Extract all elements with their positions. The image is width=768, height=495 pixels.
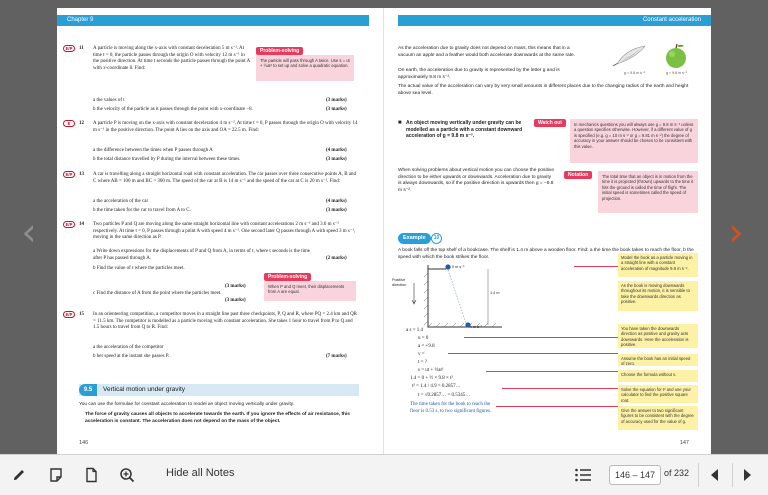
annotation-connector — [574, 266, 618, 267]
annotation-connector — [448, 353, 618, 354]
question-part: b the time taken for the car to travel from A to C. — [93, 208, 191, 213]
body-text: As the acceleration due to gravity does not depend on mass, this means that in a vacuum an apple and a feather would both accelerate downwards at the same rate. — [398, 46, 576, 58]
right-page — [384, 8, 711, 454]
page-number: 146 — [79, 440, 89, 446]
working-line: t = √0.2857… = 0.5345… — [418, 393, 471, 398]
question-part: c Find the distance of A from the point where the particles meet. — [93, 291, 222, 296]
marks-label: (7 marks) — [326, 354, 347, 359]
working-line: s = ut + ½at² — [418, 368, 444, 373]
note-icon[interactable] — [45, 464, 67, 486]
bullet-icon: ■ — [398, 120, 402, 126]
chapter-header: Constant acceleration — [398, 15, 711, 26]
question-number: 12 — [79, 121, 84, 126]
pencil-icon[interactable] — [8, 464, 30, 486]
annotation-box: Solve the equation for t² and use your calculator to find the positive square root. — [618, 385, 698, 403]
question-part: b the velocity of the particle as it passes through the point with x-coordinate −8. — [93, 107, 253, 112]
exam-problem-badge: E/P — [63, 45, 75, 52]
problem-solving-tag: Problem-solving — [256, 47, 303, 55]
page-icon[interactable] — [80, 464, 102, 486]
zoom-in-icon[interactable] — [116, 464, 138, 486]
previous-page-arrow-icon[interactable]: ‹ — [21, 210, 37, 254]
marks-label: (4 marks) — [326, 148, 347, 153]
notation-text: The total time that an object is in motion from the time it is projected (thrown) upwards to the time it hits the ground is called the time of flight. The initial speed is sometimes called the speed of projection. — [598, 171, 698, 213]
question-part: b the total distance travelled by P during the interval between these times. — [93, 157, 241, 162]
question-number: 13 — [79, 172, 84, 177]
page-number: 147 — [679, 440, 689, 446]
example-number: 10 — [431, 233, 442, 244]
marks-label: (2 marks) — [326, 256, 347, 261]
chapter-header: Chapter 9 — [57, 15, 369, 26]
g-label: g = 9.8 m s⁻² — [624, 71, 645, 75]
exam-badge: E — [63, 120, 75, 127]
annotation-box: As the book is moving downwards throughout its motion, it is sensible to take the downwards direction as positive. — [618, 281, 698, 311]
example-label: Example — [398, 233, 431, 244]
g-label: g = 9.8 m s⁻² — [666, 71, 687, 75]
question-part: a Write down expressions for the displacements of P and Q from A, in terms of t, where t seconds is the time after P has passed through A. — [93, 249, 310, 261]
working-conclusion: The time taken for the book to reach the floor is 0.53 s, to two significant figures. — [410, 402, 492, 414]
working-line: u = 0 — [418, 336, 429, 341]
working-line: 1.4 = 0 + ½ × 9.8 × t² — [410, 376, 453, 381]
marks-label: (3 marks) — [326, 157, 347, 162]
marks-label: (3 marks) — [326, 107, 347, 112]
question-text: A particle is moving along the x-axis with constant deceleration 5 m s⁻². At time t = 0, the particle passes through the origin O with velocity 12 m s⁻¹ in the positive direction. At time t seconds the particle passes through the point A with x-coordinate 8. Find: — [93, 46, 250, 71]
working-line: a = +9.8 — [418, 344, 435, 349]
marks-label: (4 marks) — [326, 199, 347, 204]
diagram-label: v m s⁻¹ — [470, 325, 483, 329]
question-part: a the acceleration of the car — [93, 199, 149, 204]
bottom-toolbar — [0, 454, 768, 495]
watch-out-tag: Watch out — [534, 119, 566, 127]
example-text: A book falls off the top shelf of a bookcase. The shelf is 1.4 m above a wooden floor. Find: a the time the book takes to reach the floor, b the speed with which the book strikes the floor. — [398, 248, 694, 260]
annotation-connector — [496, 406, 618, 407]
section-number: 9.5 — [79, 384, 97, 396]
bookcase-diagram — [406, 263, 506, 333]
diagram-label: Positive direction — [392, 278, 407, 287]
hide-all-notes-button[interactable]: Hide all Notes — [166, 467, 235, 479]
question-text: A particle P is moving on the x-axis with constant deceleration 4 m s⁻². At time t = 0, P passes through the origin O with velocity 14 m s⁻¹ in the positive direction. The point A lies on the axis and OA = 22.5 m. Find: — [93, 121, 358, 133]
body-text: On earth, the acceleration due to gravity is represented by the letter g and is approximately 9.8 m s⁻². — [398, 68, 560, 80]
apple-illustration — [662, 42, 690, 70]
working-line: v = — [418, 352, 425, 357]
annotation-connector — [464, 337, 618, 338]
toolbar-divider — [732, 463, 733, 487]
section-intro: You can use the formulae for constant acceleration to model an object moving vertically under gravity. — [79, 402, 295, 407]
exam-problem-badge: E/P — [63, 311, 75, 318]
question-part: a the difference between the times when P passes through A — [93, 148, 213, 153]
section-title: Vertical motion under gravity — [103, 386, 186, 393]
toolbar-divider — [698, 463, 699, 487]
diagram-label: 1.4 m — [490, 291, 500, 295]
key-point: The force of gravity causes all objects to accelerate towards the earth. If you ignore the effects of air resistance, this acceleration is constant. The acceleration does not depend on the mass of the object. — [85, 412, 350, 424]
question-text: In an orienteering competition, a competitor moves in a straight line past three checkpoints, P, Q and R, where PQ = 2.4 km and QR = 11.5 km. The competitor is modelled as a particle moving with constant acceleration. She takes 1 hour to travel from P to Q and 1.5 hours to travel from Q to R. Find: — [93, 312, 358, 331]
annotation-connector — [502, 388, 618, 389]
page-total-label: of 232 — [664, 468, 690, 478]
section-heading — [79, 384, 359, 396]
annotation-connector — [486, 371, 618, 372]
annotation-box: Assume the book has an initial speed of zero. — [618, 354, 698, 366]
key-point: An object moving vertically under gravity can be modelled as a particle with a constant downward acceleration of g = 9.8 m s⁻². — [406, 120, 523, 140]
problem-solving-tag: Problem-solving — [264, 273, 311, 281]
body-text: When solving problems about vertical motion you can choose the positive direction to be either upwards or downwards. Acceleration due to gravity is always downwards, so if the positive direction is upwards then g = −9.8 m s⁻². — [398, 168, 554, 193]
problem-solving-hint: The particle will pass through A twice. Use s = ut + ½at² to set up and solve a quadratic equation. — [256, 55, 354, 81]
question-text: Two particles P and Q are moving along the same straight horizontal line with constant accelerations 2 m s⁻² and 3.6 m s⁻² respectively. At time t = 0, P passes through a point A with speed 4 m s⁻¹. One second later Q passes through A with speed 3 m s⁻¹, moving in the same direction as P. — [93, 222, 356, 241]
question-text: A car is travelling along a straight horizontal road with constant acceleration. The car passes over three consecutive points A, B and C where AB = 100 m and BC = 300 m. The speed of the car at B is 14 m s⁻¹ and the speed of the car at C is 20 m s⁻¹. Find: — [93, 172, 357, 184]
annotation-box: Choose the formula without v. — [618, 370, 698, 382]
marks-label: (3 marks) — [225, 298, 246, 303]
question-number: 15 — [79, 312, 84, 317]
diagram-label: 0 m s⁻¹ — [452, 265, 465, 269]
left-page — [57, 8, 384, 454]
exam-problem-badge: E/P — [63, 221, 75, 228]
question-part: a the values of t — [93, 98, 125, 103]
marks-label: (3 marks) — [326, 98, 347, 103]
marks-label: (3 marks) — [225, 284, 246, 289]
question-number: 11 — [79, 46, 84, 51]
watch-out-text: In mechanics questions you will always use g = 9.8 m s⁻² unless a question specifies otherwise. However, if a different value of g is specified (e.g. g = 10 m s⁻² or g = 9.81 m s⁻²) the degree of accuracy in your answer should be chosen to be consistent with this value. — [570, 119, 698, 163]
working-line: t = ? — [418, 360, 427, 365]
next-page-button-icon[interactable] — [737, 464, 759, 486]
exam-problem-badge: E/P — [63, 171, 75, 178]
working-line: a s = 1.4 — [406, 328, 423, 333]
next-page-arrow-icon[interactable]: › — [728, 210, 744, 254]
working-line: t² = 1.4 / 4.9 = 0.2857… — [412, 384, 461, 389]
question-number: 14 — [79, 222, 84, 227]
previous-page-button-icon[interactable] — [703, 464, 725, 486]
question-part: b Find the value of t where the particles meet. — [93, 266, 185, 271]
marks-label: (3 marks) — [326, 208, 347, 213]
notation-tag: Notation — [564, 171, 592, 179]
annotation-box: Model the book as a particle moving in a straight line with a constant acceleration of magnitude 9.8 m s⁻². — [618, 253, 698, 277]
annotation-box: You have taken the downwards direction as positive and gravity acts downwards. Here the acceleration is positive. — [618, 324, 698, 348]
body-text: The actual value of the acceleration can vary by very small amounts in different places due to the changing radius of the earth and height above sea level. — [398, 84, 689, 96]
book-spread — [57, 8, 711, 454]
annotation-box: Give the answer to two significant figures to be consistent with the degree of accuracy used for the value of g. — [618, 406, 698, 430]
feather-illustration — [609, 44, 649, 68]
list-icon[interactable] — [572, 464, 594, 486]
page-number-input[interactable]: 146 – 147 — [609, 465, 661, 485]
question-part: b her speed at the instant she passes P. — [93, 354, 170, 359]
question-part: a the acceleration of the competitor — [93, 345, 164, 350]
problem-solving-hint: When P and Q meet, their displacements from A are equal. — [264, 281, 356, 301]
